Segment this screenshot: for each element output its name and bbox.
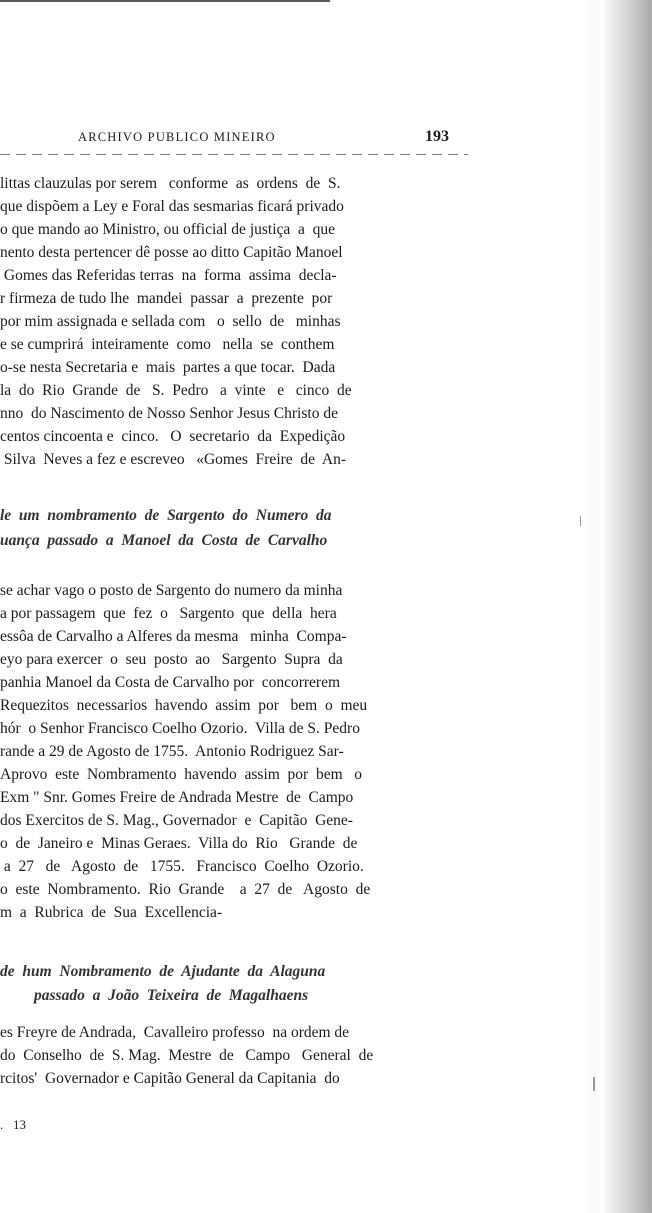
text-line: por mim assignada e sellada com o sello de minhas [0, 313, 341, 330]
page-edge-highlight [594, 0, 608, 1213]
section-heading-line: passado a João Teixeira de Magalhaens [34, 987, 309, 1004]
text-line: e se cumprirá inteiramente como nella se conthem [0, 336, 335, 353]
text-line: o-se nesta Secretaria e mais partes a que tocar. Dada [0, 359, 336, 376]
text-line: nno do Nascimento de Nosso Senhor Jesus Christo de [0, 405, 338, 422]
text-line: Exm " Snr. Gomes Freire de Andrada Mestre de Campo [0, 789, 354, 806]
running-title: ARCHIVO PUBLICO MINEIRO [78, 130, 276, 144]
text-line: la do Rio Grande de S. Pedro a vinte e cinco de [0, 382, 352, 399]
running-head [0, 128, 470, 152]
text-line: essôa de Carvalho a Alferes da mesma minha Compa- [0, 628, 347, 645]
text-line: littas clauzulas por serem conforme as ordens de S. [0, 175, 341, 192]
text-line: o que mando ao Ministro, ou official de justiça a que [0, 221, 336, 238]
text-line: Silva Neves a fez e escreveo «Gomes Freire de An- [0, 451, 347, 468]
page-edge-shadow [580, 0, 652, 1213]
header-rule [0, 154, 468, 155]
text-line: a por passagem que fez o Sargento que della hera [0, 605, 337, 622]
text-line: se achar vago o posto de Sargento do numero da minha [0, 582, 343, 599]
text-line: eyo para exercer o seu posto ao Sargento Supra da [0, 651, 343, 668]
text-line: dos Exercitos de S. Mag., Governador e Capitão Gene- [0, 812, 353, 829]
text-line: a 27 de Agosto de 1755. Francisco Coelho Ozorio. [0, 858, 364, 875]
text-line: Gomes das Referidas terras na forma assima decla- [0, 267, 337, 284]
text-line: o de Janeiro e Minas Geraes. Villa do Rio Grande de [0, 835, 358, 852]
section-heading-line: de hum Nombramento de Ajudante da Alaguna [0, 963, 326, 980]
text-line: Requezitos necessarios havendo assim por bem o meu [0, 697, 368, 714]
page-number: 193 [425, 128, 449, 145]
text-line: Aprovo este Nombramento havendo assim por bem o [0, 766, 363, 783]
text-line: panhia Manoel da Costa de Carvalho por concorrerem [0, 674, 341, 691]
text-line: r firmeza de tudo lhe mandei passar a prezente por [0, 290, 333, 307]
text-line: centos cincoenta e cinco. O secretario da Expedição [0, 428, 346, 445]
text-line: nento desta pertencer dê posse ao ditto Capitão Manoel [0, 244, 343, 261]
text-line: rande a 29 de Agosto de 1755. Antonio Rodriguez Sar- [0, 743, 344, 760]
text-line: m a Rubrica de Sua Excellencia- [0, 904, 223, 921]
top-edge-line [0, 0, 330, 2]
section-heading-line: uança passado a Manoel da Costa de Carvalho [0, 532, 328, 549]
text-line: hór o Senhor Francisco Coelho Ozorio. Villa de S. Pedro [0, 720, 360, 737]
section-heading-line: le um nombramento de Sargento do Numero da [0, 507, 332, 524]
text-line: rcitos' Governador e Capitão General da Capitania do [0, 1070, 340, 1087]
text-line: o este Nombramento. Rio Grande a 27 de Agosto de [0, 881, 371, 898]
text-line: do Conselho de S. Mag. Mestre de Campo General de [0, 1047, 374, 1064]
scan-speck [580, 516, 581, 526]
scan-speck [593, 1077, 595, 1091]
text-line: que dispõem a Ley e Foral das sesmarias ficará privado [0, 198, 344, 215]
text-line: es Freyre de Andrada, Cavalleiro professo na ordem de [0, 1024, 350, 1041]
signature-mark: . 13 [0, 1117, 26, 1132]
